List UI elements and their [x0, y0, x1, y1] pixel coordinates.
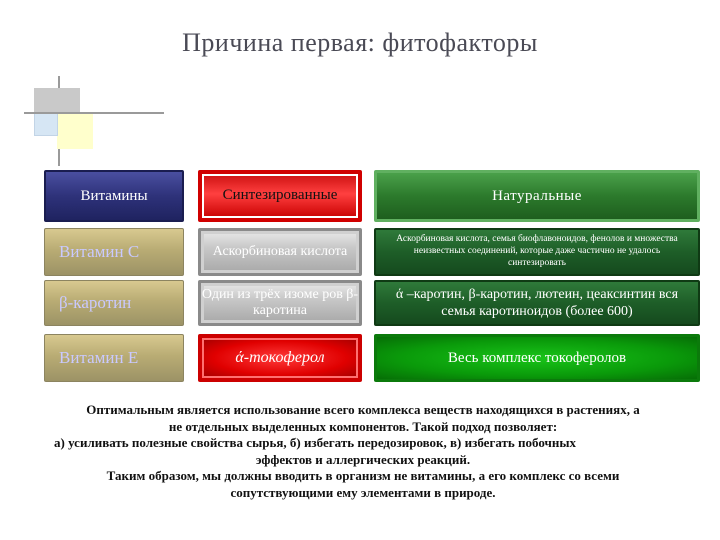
paragraph-line: эффектов и аллергических реакций. — [255, 451, 471, 467]
cell-synthetic-e: ά-токоферол — [198, 334, 362, 382]
paragraph-line: а) усиливать полезные свойства сырья, б) избегать передозировок, в) избегать побочных — [54, 435, 576, 450]
header-vitamins: Витамины — [44, 170, 184, 222]
cell-synthetic-beta: Один из трёх изоме ров β-каротина — [198, 280, 362, 326]
decorative-square-yellow — [57, 113, 93, 149]
decorative-square-blue — [34, 112, 58, 136]
cell-natural-beta: ά –каротин, β-каротин, лютеин, цеаксинтин вся семья каротиноидов (более 600) — [374, 280, 700, 326]
decorative-line-horizontal — [24, 112, 164, 114]
conclusion-paragraph — [18, 402, 708, 501]
cell-beta-carotene: β-каротин — [44, 280, 184, 326]
cell-natural-e: Весь комплекс токоферолов — [374, 334, 700, 382]
paragraph-line: не отдельных выделенных компонентов. Такой подход позволяет: — [168, 418, 558, 434]
cell-vitamin-e: Витамин Е — [44, 334, 184, 382]
cell-natural-c: Аскорбиновая кислота, семья биофлавоноидов, фенолов и множества неизвестных соединений, которые даже частично не удалось синтезировать — [374, 228, 700, 276]
header-synthetic: Синтезированные — [198, 170, 362, 222]
paragraph-line: сопутствующими ему элементами в природе. — [230, 484, 496, 500]
paragraph-line: Таким образом, мы должны вводить в организм не витамины, а его комплекс со всеми — [106, 468, 620, 483]
slide-title: Причина первая: фитофакторы — [182, 28, 538, 57]
paragraph-line: Оптимальным является использование всего комплекса веществ находящихся в растениях, а — [86, 402, 640, 417]
cell-vitamin-c: Витамин С — [44, 228, 184, 276]
header-natural: Натуральные — [374, 170, 700, 222]
cell-synthetic-c: Аскорбиновая кислота — [198, 228, 362, 276]
